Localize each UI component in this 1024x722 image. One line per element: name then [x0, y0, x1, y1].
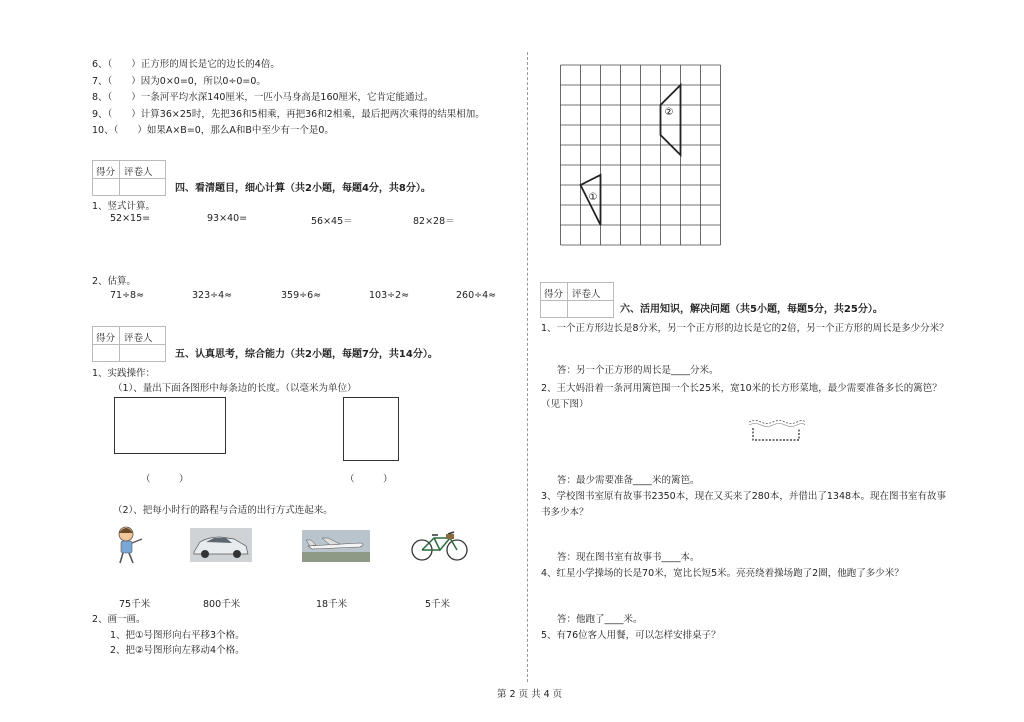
judge-item-10: 10、（ ）如果A×B=0，那么A和B中至少有一个是0。: [92, 125, 334, 136]
square-figure: [343, 397, 399, 461]
grid-figure: [559, 64, 722, 247]
score-label: 得分: [96, 333, 116, 344]
grader-label: 评卷人: [124, 333, 153, 344]
answer-paren-right: （ ）: [345, 474, 393, 485]
column-divider: [527, 52, 528, 682]
section5-q1-sub1: （1）、量出下面各图形中每条边的长度。（以毫米为单位）: [113, 383, 357, 394]
score-box-section6: [540, 282, 614, 318]
section6-q3-line2: 书多少本？: [541, 507, 589, 518]
section6-title: 六、活用知识，解决问题（共5小题，每题5分，共25分）。: [620, 304, 883, 315]
speed-label-2: 800千米: [203, 599, 241, 610]
judge-item-6: 6、（ ）正方形的周长是它的边长的4倍。: [92, 59, 280, 70]
section6-q1: 1、一个正方形边长是8分米，另一个正方形的边长是它的2倍，另一个正方形的周长是多少分米？: [541, 323, 949, 334]
calc-item-3: 56×45＝: [311, 216, 353, 227]
calc-item-1: 52×15=: [110, 213, 151, 224]
calc-item-2: 93×40=: [207, 213, 248, 224]
section6-a2: 答：最少需要准备____米的篱笆。: [557, 475, 700, 486]
judge-item-7: 7、（ ）因为0×0=0，所以0÷0=0。: [92, 76, 266, 87]
child-walking-image: [112, 525, 148, 565]
score-label: 得分: [96, 167, 116, 178]
speed-label-1: 75千米: [119, 599, 151, 610]
fence-diagram: [747, 418, 807, 444]
score-box-section5: [92, 326, 166, 362]
section4-q1: 1、竖式计算。: [92, 201, 156, 212]
section6-q2-line1: 2、王大妈沿着一条河用篱笆围一个长25米，宽10米的长方形菜地，最少需要准备多长的篱笆？: [541, 383, 942, 394]
estimate-item-1: 71÷8≈: [110, 290, 145, 301]
grid-shape-2-label: ②: [664, 107, 674, 118]
section5-q1-sub2: （2）、把每小时行的路程与合适的出行方式连起来。: [113, 505, 333, 516]
grid-shape-1-label: ①: [588, 192, 598, 203]
section6-q3-line1: 3、学校图书室原有故事书2350本，现在又买来了280本，并借出了1348本。现在图书室有故事: [541, 491, 947, 502]
section5-q1: 1、实践操作：: [92, 368, 156, 379]
draw-item-2: 2、把②号图形向左移动4个格。: [110, 645, 245, 656]
judge-item-8: 8、（ ）一条河平均水深140厘米，一匹小马身高是160厘米，它肯定能通过。: [92, 92, 434, 103]
section6-q2-line2: （见下图）: [541, 399, 589, 410]
judge-item-9: 9、（ ）计算36×25时，先把36和5相乘，再把36和2相乘，最后把两次乘得的结果相加。: [92, 109, 485, 120]
estimate-item-5: 260÷4≈: [456, 290, 497, 301]
section6-q4: 4、红星小学操场的长是70米，宽比长短5米。亮亮绕着操场跑了2圈，他跑了多少米？: [541, 568, 904, 579]
rectangle-figure: [114, 397, 226, 454]
calc-item-4: 82×28＝: [413, 216, 455, 227]
section6-a4: 答：他跑了____米。: [557, 614, 643, 625]
speed-label-3: 18千米: [316, 599, 348, 610]
page-footer: 第 2 页 共 4 页: [497, 689, 563, 700]
bicycle-image: [410, 528, 470, 562]
section4-q2: 2、估算。: [92, 276, 137, 287]
grader-label: 评卷人: [124, 167, 153, 178]
airplane-image: [302, 530, 370, 562]
draw-item-1: 1、把①号图形向右平移3个格。: [110, 630, 245, 641]
section6-a1: 答：另一个正方形的周长是____分米。: [557, 365, 719, 376]
section5-q2: 2、画一画。: [92, 614, 146, 625]
section4-title: 四、看清题目，细心计算（共2小题，每题4分，共8分）。: [175, 183, 431, 194]
answer-paren-left: （ ）: [141, 474, 189, 485]
score-box-section4: [92, 160, 166, 196]
estimate-item-2: 323÷4≈: [192, 290, 233, 301]
score-label: 得分: [544, 289, 564, 300]
section6-a3: 答：现在图书室有故事书____本。: [557, 552, 700, 563]
car-image: [190, 528, 252, 562]
section6-q5: 5、有76位客人用餐，可以怎样安排桌子？: [541, 630, 721, 641]
section5-title: 五、认真思考，综合能力（共2小题，每题7分，共14分）。: [175, 349, 438, 360]
speed-label-4: 5千米: [425, 599, 451, 610]
estimate-item-3: 359÷6≈: [281, 290, 322, 301]
estimate-item-4: 103÷2≈: [369, 290, 410, 301]
grader-label: 评卷人: [572, 289, 601, 300]
